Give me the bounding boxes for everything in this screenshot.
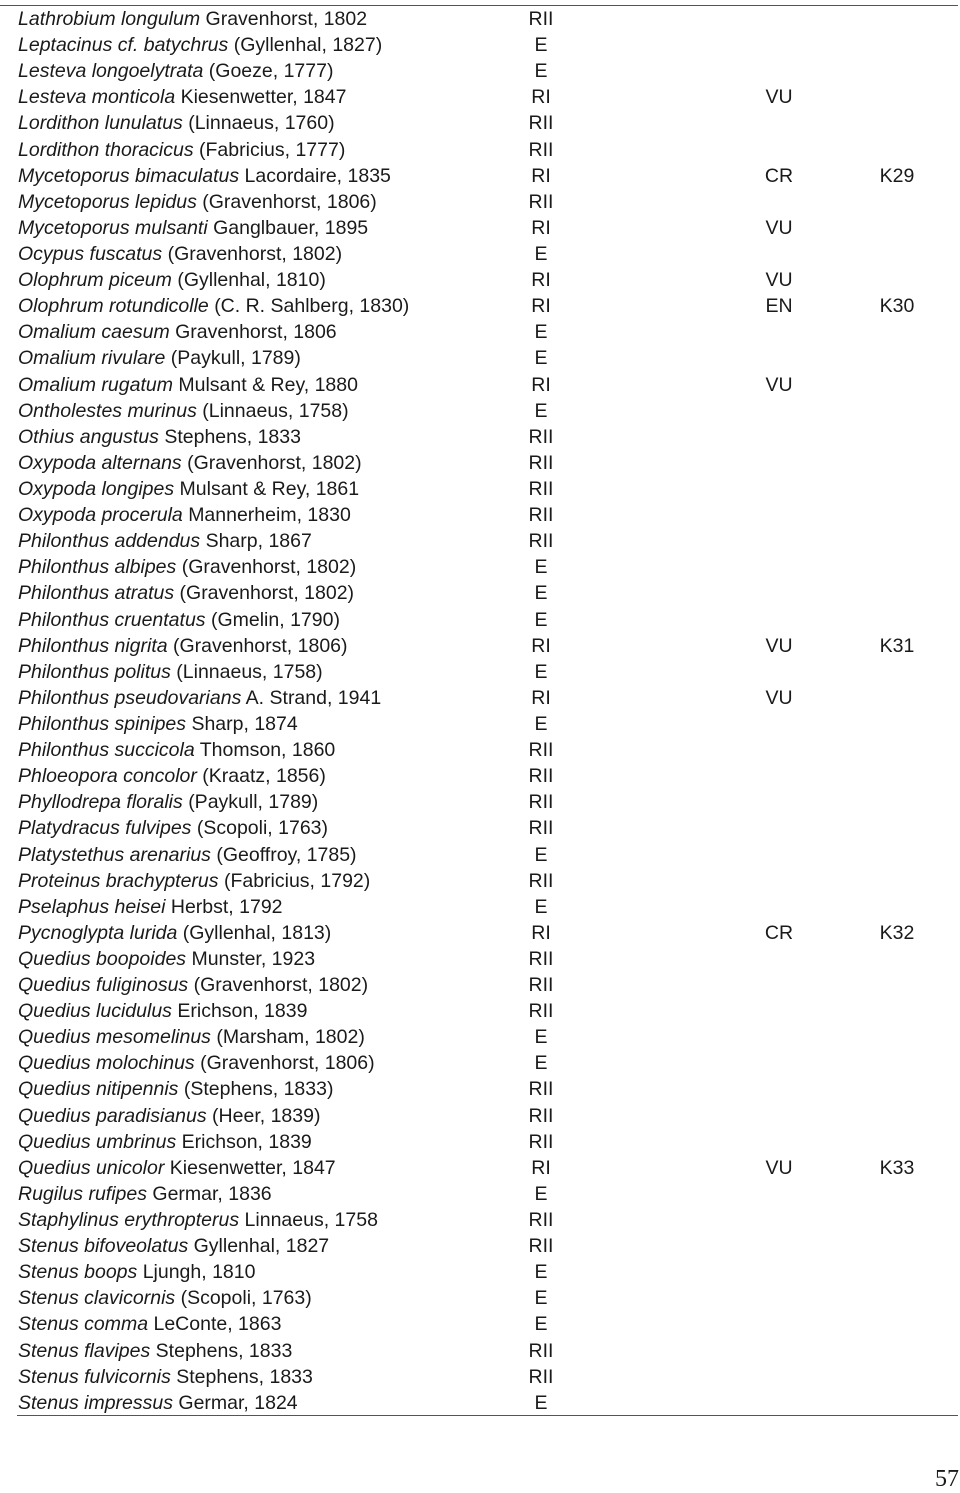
redlist-cell: EN [765,295,793,318]
species-name [18,528,312,554]
species-binomial: Olophrum piceum [18,269,172,292]
species-author: (Linnaeus, 1758) [176,660,323,683]
table-row [0,1364,960,1390]
reference-cell: K29 [879,164,915,187]
table-bottom-rule [17,1415,958,1416]
species-binomial: Olophrum rotundicolle [18,295,209,318]
species-binomial: Stenus comma [18,1313,149,1336]
category-cell: RI [531,164,551,187]
table-row [0,1024,960,1050]
species-binomial: Lathrobium longulum [18,8,201,30]
species-binomial: Quedius unicolor [18,1156,165,1179]
species-author: Kiesenwetter, 1847 [169,1156,336,1179]
species-author: LeConte, 1863 [153,1313,282,1336]
species-name [18,1207,378,1233]
redlist-cell: VU [765,1156,793,1179]
redlist-cell: VU [765,86,793,109]
table-row [0,345,960,371]
species-name [18,1364,313,1390]
table-row [0,84,960,110]
category-cell: RII [528,1365,554,1388]
table-row [0,215,960,241]
species-author: (Geoffroy, 1785) [216,843,357,866]
table-row [0,32,960,58]
species-author: (Paykull, 1789) [188,791,319,814]
table-row [0,607,960,633]
table-row [0,554,960,580]
species-author: (Kraatz, 1856) [202,765,326,788]
category-cell: E [534,242,548,265]
category-cell: E [534,1052,548,1075]
species-name [18,607,340,633]
category-cell: RII [528,765,554,788]
species-binomial: Stenus bifoveolatus [18,1235,189,1258]
species-binomial: Philonthus succicola [18,739,195,762]
table-row [0,6,960,32]
species-binomial: Phloeopora concolor [18,765,197,788]
page-number: 57 [935,1466,959,1492]
species-author: Erichson, 1839 [177,1000,308,1023]
species-author: Erichson, 1839 [181,1130,312,1153]
species-binomial: Oxypoda longipes [18,477,175,500]
species-name [18,450,362,476]
category-cell: E [534,60,548,83]
category-cell: RII [528,504,554,527]
table-row [0,319,960,345]
species-author: (Gravenhorst, 1802) [181,556,357,579]
species-author: (Linnaeus, 1760) [188,112,335,135]
table-row [0,528,960,554]
category-cell: RI [531,634,551,657]
species-name [18,580,354,606]
species-binomial: Mycetoporus lepidus [18,190,197,213]
redlist-cell: CR [764,164,794,187]
species-author: (Gmelin, 1790) [210,608,340,631]
category-cell: RII [528,138,554,161]
table-row [0,1076,960,1102]
species-author: A. Strand, 1941 [245,686,382,709]
species-name [18,1259,255,1285]
species-name [18,972,368,998]
category-cell: RII [528,869,554,892]
category-cell: RII [528,451,554,474]
species-binomial: Othius angustus [18,425,159,448]
species-binomial: Ontholestes murinus [18,399,197,422]
species-name [18,894,283,920]
table-row [0,763,960,789]
table-row [0,1285,960,1311]
species-binomial: Lesteva longoelytrata [18,60,204,83]
species-name [18,1311,281,1337]
species-binomial: Philonthus addendus [18,530,201,553]
species-binomial: Staphylinus erythropterus [18,1209,240,1232]
species-author: Stephens, 1833 [164,425,301,448]
species-name [18,920,331,946]
table-row [0,110,960,136]
species-table [0,6,960,1416]
table-row [0,711,960,737]
species-author: (Gyllenhal, 1813) [182,921,332,944]
species-author: Kiesenwetter, 1847 [180,86,347,109]
species-binomial: Omalium caesum [18,321,170,344]
table-row [0,1103,960,1129]
species-name [18,1050,375,1076]
species-author: Mannerheim, 1830 [188,504,351,527]
species-author: (Gyllenhal, 1827) [233,34,383,57]
species-binomial: Ocypus fuscatus [18,242,163,265]
table-row [0,737,960,763]
species-name [18,163,391,189]
species-author: Stephens, 1833 [176,1365,313,1388]
table-row [0,1311,960,1337]
species-name [18,1103,320,1129]
species-name [18,345,301,371]
species-binomial: Quedius molochinus [18,1052,195,1075]
species-author: (Linnaeus, 1758) [202,399,349,422]
category-cell: E [534,399,548,422]
species-binomial: Philonthus spinipes [18,712,187,735]
category-cell: E [534,1182,548,1205]
species-author: Sharp, 1874 [191,712,298,735]
category-cell: RII [528,1235,554,1258]
category-cell: RII [528,530,554,553]
species-binomial: Omalium rivulare [18,347,166,370]
species-author: (Gravenhorst, 1806) [173,634,348,657]
species-name [18,1024,365,1050]
species-name [18,1285,312,1311]
species-author: (Gravenhorst, 1802) [187,451,362,474]
species-name [18,502,351,528]
species-author: Ljungh, 1810 [142,1261,256,1284]
species-author: (Gravenhorst, 1806) [200,1052,375,1075]
table-row [0,1390,960,1416]
table-row [0,398,960,424]
table-row [0,920,960,946]
table-row [0,868,960,894]
category-cell: E [534,582,548,605]
table-row [0,502,960,528]
category-cell: RII [528,1078,554,1101]
species-name [18,1390,298,1416]
table-row [0,1181,960,1207]
category-cell: RII [528,974,554,997]
species-binomial: Mycetoporus bimaculatus [18,164,240,187]
species-author: (Gravenhorst, 1806) [202,190,377,213]
species-binomial: Pycnoglypta lurida [18,921,178,944]
table-row [0,163,960,189]
species-name [18,815,328,841]
species-name [18,1076,333,1102]
table-row [0,685,960,711]
table-row [0,894,960,920]
category-cell: E [534,895,548,918]
species-author: (Fabricius, 1777) [199,138,346,161]
species-binomial: Stenus impressus [18,1391,173,1414]
species-binomial: Philonthus politus [18,660,171,683]
category-cell: E [534,608,548,631]
reference-cell: K31 [879,634,915,657]
species-binomial: Quedius nitipennis [18,1078,179,1101]
species-author: Gravenhorst, 1806 [175,321,337,344]
redlist-cell: VU [765,634,793,657]
category-cell: RII [528,1000,554,1023]
species-binomial: Leptacinus cf. batychrus [18,34,229,57]
species-name [18,84,346,110]
species-binomial: Stenus fulvicornis [18,1365,171,1388]
species-binomial: Philonthus albipes [18,556,177,579]
table-row [0,450,960,476]
reference-cell: K33 [879,1156,915,1179]
category-cell: RII [528,190,554,213]
category-cell: RII [528,817,554,840]
reference-cell: K32 [879,921,915,944]
species-binomial: Stenus boops [18,1261,138,1284]
species-author: Sharp, 1867 [205,530,312,553]
species-author: (Gyllenhal, 1810) [177,269,326,292]
species-author: (Gravenhorst, 1802) [193,974,369,997]
species-name [18,842,357,868]
redlist-cell: VU [765,216,793,239]
species-binomial: Platystethus arenarius [18,843,211,866]
species-binomial: Philonthus cruentatus [18,608,206,631]
table-row [0,659,960,685]
species-author: Thomson, 1860 [199,739,336,762]
species-author: (C. R. Sahlberg, 1830) [214,295,410,318]
species-name [18,267,326,293]
table-row [0,633,960,659]
redlist-cell: VU [765,373,793,396]
species-binomial: Pselaphus heisei [18,895,166,918]
species-binomial: Quedius lucidulus [18,1000,172,1023]
species-author: Gyllenhal, 1827 [193,1235,330,1258]
category-cell: RI [531,686,551,709]
species-binomial: Philonthus atratus [18,582,175,605]
category-cell: E [534,34,548,57]
category-cell: RII [528,425,554,448]
species-binomial: Lordithon lunulatus [18,112,183,135]
species-binomial: Philonthus nigrita [18,634,168,657]
redlist-cell: VU [765,686,793,709]
species-author: (Fabricius, 1792) [223,869,371,892]
table-row [0,842,960,868]
species-author: Munster, 1923 [191,947,316,970]
category-cell: RI [531,1156,551,1179]
species-author: (Scopoli, 1763) [180,1287,312,1310]
species-binomial: Proteinus brachypterus [18,869,219,892]
species-author: (Scopoli, 1763) [196,817,329,840]
species-name [18,32,382,58]
table-row [0,241,960,267]
species-name [18,1181,272,1207]
category-cell: RI [531,373,551,396]
table-row [0,424,960,450]
species-name [18,137,345,163]
species-author: (Gravenhorst, 1802) [179,582,355,605]
species-name [18,293,409,319]
species-name [18,372,358,398]
species-author: Mulsant & Rey, 1880 [178,373,358,396]
species-author: Germar, 1836 [152,1182,272,1205]
table-row [0,1155,960,1181]
table-row [0,789,960,815]
species-binomial: Omalium rugatum [18,373,173,396]
species-binomial: Rugilus rufipes [18,1182,147,1205]
species-author: (Goeze, 1777) [208,60,334,83]
species-name [18,241,342,267]
species-binomial: Quedius fuliginosus [18,974,189,997]
category-cell: E [534,843,548,866]
table-row [0,998,960,1024]
species-name [18,659,323,685]
species-binomial: Mycetoporus mulsanti [18,216,208,239]
species-author: (Paykull, 1789) [170,347,301,370]
table-row [0,1207,960,1233]
species-binomial: Stenus flavipes [18,1339,151,1362]
category-cell: E [534,1261,548,1284]
species-name [18,398,349,424]
table-row [0,1259,960,1285]
category-cell: E [534,1391,548,1414]
table-row [0,58,960,84]
category-cell: RII [528,1130,554,1153]
category-cell: RII [528,8,554,30]
species-author: Lacordaire, 1835 [244,164,391,187]
species-name [18,215,368,241]
species-binomial: Phyllodrepa floralis [18,791,183,814]
species-author: Stephens, 1833 [155,1339,293,1362]
reference-cell: K30 [879,295,915,318]
species-author: (Marsham, 1802) [216,1026,365,1049]
category-cell: E [534,556,548,579]
species-name [18,1233,329,1259]
table-row [0,267,960,293]
species-binomial: Oxypoda alternans [18,451,182,474]
category-cell: E [534,1287,548,1310]
species-author: Herbst, 1792 [170,895,283,918]
category-cell: E [534,660,548,683]
category-cell: E [534,1026,548,1049]
category-cell: RII [528,791,554,814]
species-name [18,189,377,215]
species-name [18,868,370,894]
species-name [18,711,298,737]
species-binomial: Platydracus fulvipes [18,817,192,840]
species-binomial: Lesteva monticola [18,86,176,109]
species-binomial: Quedius umbrinus [18,1130,177,1153]
species-author: Germar, 1824 [178,1391,298,1414]
table-row [0,1233,960,1259]
table-row [0,815,960,841]
category-cell: RII [528,112,554,135]
species-name [18,319,337,345]
category-cell: RI [531,269,551,292]
species-name [18,1155,336,1181]
species-author: Mulsant & Rey, 1861 [179,477,360,500]
species-name [18,476,359,502]
category-cell: RII [528,1209,554,1232]
table-row [0,1050,960,1076]
category-cell: RII [528,739,554,762]
species-name [18,58,333,84]
redlist-cell: VU [765,269,793,292]
species-binomial: Quedius paradisianus [18,1104,207,1127]
table-row [0,946,960,972]
species-name [18,998,307,1024]
species-name [18,6,367,32]
species-name [18,1338,292,1364]
table-row [0,972,960,998]
species-name [18,737,335,763]
species-name [18,789,318,815]
redlist-cell: CR [764,921,794,944]
category-cell: RII [528,1339,554,1362]
species-author: Gravenhorst, 1802 [205,8,368,30]
species-name [18,946,315,972]
species-binomial: Stenus clavicornis [18,1287,176,1310]
table-row [0,1129,960,1155]
species-name [18,1129,312,1155]
category-cell: RI [531,216,551,239]
species-binomial: Oxypoda procerula [18,504,183,527]
category-cell: RI [531,921,551,944]
table-row [0,293,960,319]
category-cell: RI [531,86,551,109]
category-cell: RII [528,1104,554,1127]
species-author: Ganglbauer, 1895 [213,216,369,239]
table-row [0,189,960,215]
species-author: (Stephens, 1833) [183,1078,334,1101]
table-row [0,1338,960,1364]
species-binomial: Quedius boopoides [18,947,187,970]
species-binomial: Quedius mesomelinus [18,1026,211,1049]
table-row [0,476,960,502]
species-name [18,633,348,659]
category-cell: E [534,321,548,344]
species-author: Linnaeus, 1758 [244,1209,378,1232]
category-cell: E [534,712,548,735]
species-name [18,110,335,136]
species-binomial: Lordithon thoracicus [18,138,194,161]
category-cell: RII [528,947,554,970]
category-cell: E [534,1313,548,1336]
species-binomial: Philonthus pseudovarians [18,686,242,709]
category-cell: RII [528,477,554,500]
species-author: (Gravenhorst, 1802) [167,242,343,265]
table-row [0,137,960,163]
species-author: (Heer, 1839) [212,1104,321,1127]
table-row [0,372,960,398]
species-name [18,554,356,580]
table-row [0,580,960,606]
category-cell: RI [531,295,551,318]
species-name [18,685,381,711]
species-name [18,763,326,789]
category-cell: E [534,347,548,370]
species-name [18,424,301,450]
